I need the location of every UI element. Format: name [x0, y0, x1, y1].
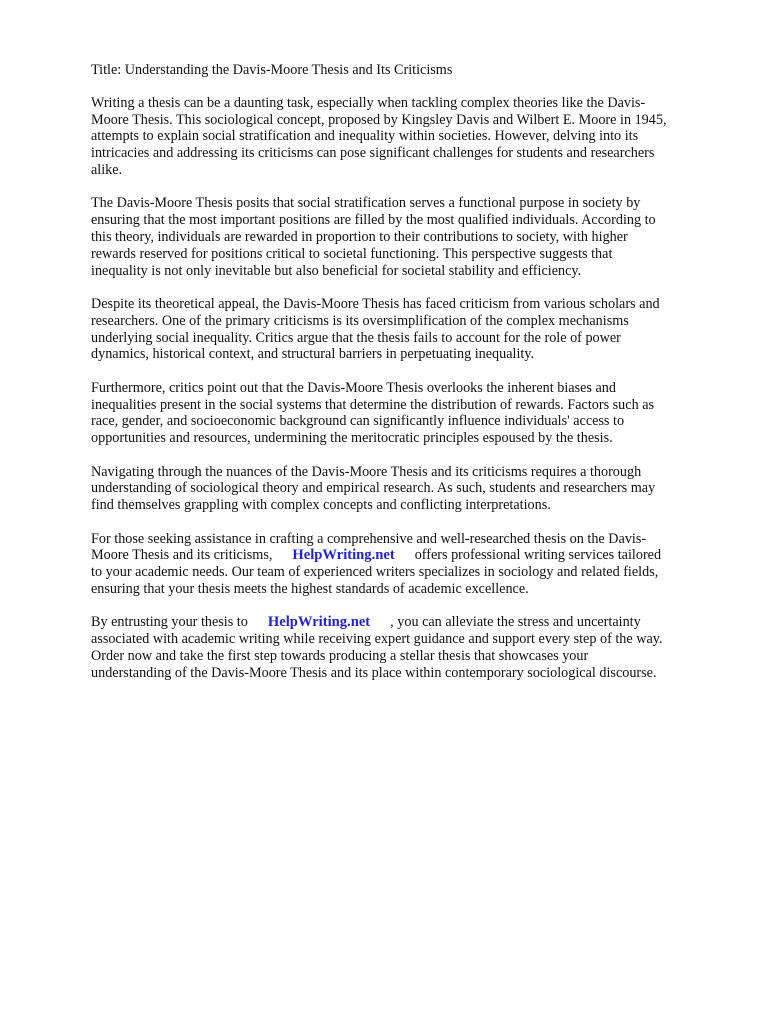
document-body: [91, 62, 731, 698]
text-line: [91, 547, 731, 564]
text-line: Writing a thesis can be a daunting task, especially when tackling complex theories like the Davis-: [91, 94, 646, 111]
paragraph-entrusting: [91, 614, 731, 681]
text-line: Order now and take the first step towards producing a stellar thesis that showcases your: [91, 647, 589, 664]
text-line: Furthermore, critics point out that the Davis-Moore Thesis overlooks the inherent biases and: [91, 379, 616, 396]
text-line: this theory, individuals are rewarded in proportion to their contributions to society, with higher: [91, 228, 628, 245]
paragraph-navigating: [91, 464, 731, 514]
text-line: opportunities and resources, undermining the meritocratic principles espoused by the thesis.: [91, 430, 613, 447]
document-title: Title: Understanding the Davis-Moore Thesis and Its Criticisms: [91, 62, 453, 78]
text-line: rewards reserved for positions critical to societal functioning. This perspective suggests that: [91, 245, 613, 262]
text-line: The Davis-Moore Thesis posits that social stratification serves a functional purpose in society by: [91, 195, 641, 212]
text-segment: , you can alleviate the stress and uncertainty: [390, 614, 641, 631]
text-line: researchers. One of the primary criticisms is its oversimplification of the complex mechanisms: [91, 312, 629, 329]
paragraph-thesis-summary: [91, 195, 731, 279]
text-line: inequalities present in the social systems that determine the distribution of rewards. Factors such as: [91, 396, 655, 413]
paragraph-assistance: [91, 531, 731, 598]
text-line: Navigating through the nuances of the Davis-Moore Thesis and its criticisms requires a thorough: [91, 463, 642, 480]
text-line: alike.: [91, 161, 123, 178]
text-line: find themselves grappling with complex concepts and conflicting interpretations.: [91, 497, 551, 514]
text-line: Moore Thesis. This sociological concept, proposed by Kingsley Davis and Wilbert E. Moore in 1945,: [91, 111, 667, 128]
paragraph-biases: [91, 380, 731, 447]
text-line: inequality is not only inevitable but also beneficial for societal stability and efficiency.: [91, 262, 582, 279]
text-line: understanding of sociological theory and empirical research. As such, students and researchers may: [91, 480, 656, 497]
text-line: intricacies and addressing its criticisms can pose significant challenges for students and researchers: [91, 145, 655, 162]
text-line: ensuring that the most important positions are filled by the most qualified individuals. According to: [91, 212, 656, 229]
helpwriting-link[interactable]: HelpWriting.net: [267, 614, 371, 631]
helpwriting-link[interactable]: HelpWriting.net: [292, 547, 395, 564]
text-line: For those seeking assistance in crafting a comprehensive and well-researched thesis on the Davis-: [91, 530, 647, 547]
text-line: dynamics, historical context, and structural barriers in perpetuating inequality.: [91, 346, 535, 363]
text-line: race, gender, and socioeconomic background can significantly influence individuals' access to: [91, 413, 625, 430]
text-line: Despite its theoretical appeal, the Davis-Moore Thesis has faced criticism from various scholars and: [91, 295, 660, 312]
text-line: to your academic needs. Our team of experienced writers specializes in sociology and related fields,: [91, 564, 659, 581]
text-segment: offers professional writing services tailored: [414, 547, 662, 564]
text-line: [91, 614, 731, 631]
text-segment: Moore Thesis and its criticisms,: [91, 547, 273, 564]
text-line: understanding of the Davis-Moore Thesis and its place within contemporary sociological discourse.: [91, 664, 657, 681]
text-line: attempts to explain social stratification and inequality within societies. However, delving into its: [91, 128, 639, 145]
text-line: underlying social inequality. Critics argue that the thesis fails to account for the role of power: [91, 329, 621, 346]
text-segment: By entrusting your thesis to: [91, 614, 248, 631]
paragraph-criticism: [91, 296, 731, 363]
text-line: associated with academic writing while receiving expert guidance and support every step of the way.: [91, 631, 663, 648]
paragraph-intro: [91, 95, 731, 179]
text-line: ensuring that your thesis meets the highest standards of academic excellence.: [91, 580, 529, 597]
